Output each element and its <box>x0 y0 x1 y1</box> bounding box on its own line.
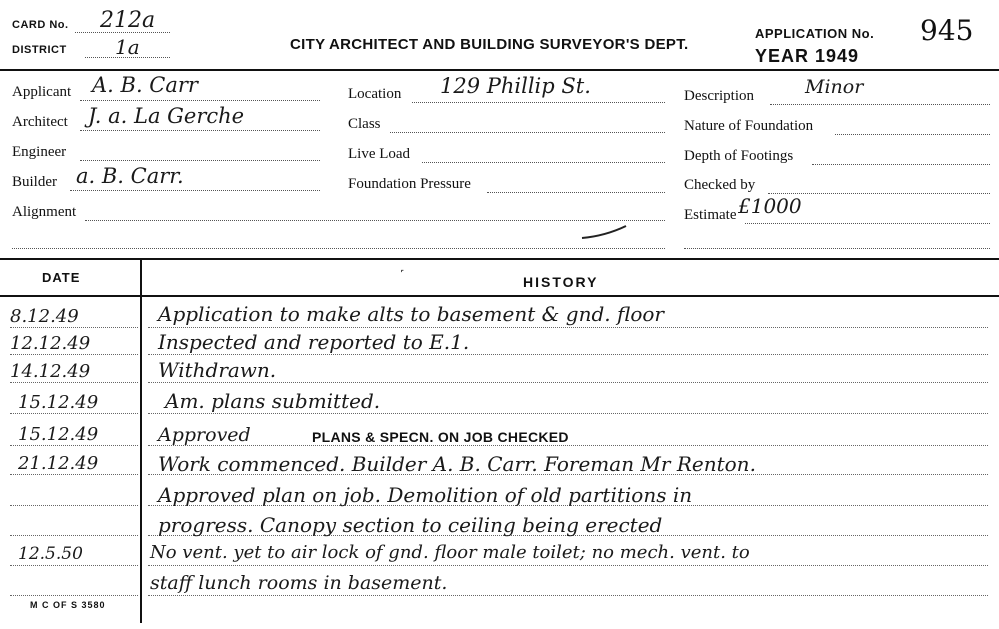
applicant-line <box>80 100 320 101</box>
architect-line <box>80 130 320 131</box>
history-rule <box>148 445 988 446</box>
card-no-label: CARD No. <box>12 19 69 31</box>
nature-of-foundation-line <box>835 134 990 135</box>
table-row-history: Approved plan on job. Demolition of old partitions in <box>158 483 693 507</box>
estimate-value: £1000 <box>738 194 802 218</box>
table-row-history: Am. plans submitted. <box>165 389 381 413</box>
description-line <box>770 104 990 105</box>
foundation-pressure-label: Foundation Pressure <box>348 176 471 192</box>
builder-line <box>70 190 320 191</box>
applicant-value: A. B. Carr <box>92 73 198 97</box>
district-label: DISTRICT <box>12 44 67 56</box>
table-row-history: Inspected and reported to E.1. <box>158 330 470 354</box>
architect-label: Architect <box>12 114 68 130</box>
date-rule <box>10 354 138 355</box>
table-row-date: 21.12.49 <box>18 453 99 474</box>
table-row-date: 12.5.50 <box>18 544 83 564</box>
estimate-line <box>745 223 990 224</box>
date-rule <box>10 327 138 328</box>
history-rule <box>148 595 988 596</box>
table-column-divider <box>140 258 142 623</box>
table-row-history: Application to make alts to basement & gnd. floor <box>158 302 664 326</box>
year-label: YEAR 1949 <box>755 46 860 66</box>
table-row-history: staff lunch rooms in basement. <box>150 572 448 594</box>
history-column-header: HISTORY <box>523 274 599 290</box>
table-row-date: 8.12.49 <box>10 306 79 327</box>
table-top-rule <box>0 258 999 260</box>
depth-of-footings-line <box>812 164 990 165</box>
alignment-line-2 <box>12 248 665 249</box>
application-label: APPLICATION No. <box>755 26 875 41</box>
date-rule <box>10 565 138 566</box>
pen-stroke-mark <box>580 222 630 242</box>
builder-value: a. B. Carr. <box>76 164 184 188</box>
history-rule <box>148 565 988 566</box>
approval-stamp: PLANS & SPECN. ON JOB CHECKED <box>312 429 569 445</box>
live-load-line <box>422 162 665 163</box>
date-rule <box>10 535 138 536</box>
description-label: Description <box>684 88 754 104</box>
date-rule <box>10 505 138 506</box>
table-row-history: No vent. yet to air lock of gnd. floor male toilet; no mech. vent. to <box>150 542 750 563</box>
estimate-label: Estimate <box>684 207 737 223</box>
table-row-date: 12.12.49 <box>10 333 91 354</box>
date-rule <box>10 445 138 446</box>
history-rule <box>148 354 988 355</box>
date-rule <box>10 474 138 475</box>
table-header-rule <box>0 295 999 297</box>
card-no-value: 212a <box>100 8 156 33</box>
table-row-date: 15.12.49 <box>18 392 99 413</box>
date-rule <box>10 413 138 414</box>
location-label: Location <box>348 86 402 102</box>
history-rule <box>148 413 988 414</box>
alignment-label: Alignment <box>12 204 77 220</box>
header-rule <box>0 69 999 71</box>
class-label: Class <box>348 116 381 132</box>
builder-label: Builder <box>12 174 57 190</box>
location-value: 129 Phillip St. <box>440 74 591 98</box>
engineer-label: Engineer <box>12 144 67 160</box>
history-rule <box>148 327 988 328</box>
live-load-label: Live Load <box>348 146 411 162</box>
dept-title: CITY ARCHITECT AND BUILDING SURVEYOR'S DEPT. <box>290 36 689 53</box>
table-row-history: Work commenced. Builder A. B. Carr. Foreman Mr Renton. <box>158 452 756 476</box>
nature-of-foundation-label: Nature of Foundation <box>684 118 814 134</box>
applicant-label: Applicant <box>12 84 72 100</box>
class-line <box>390 132 665 133</box>
table-row-history: Withdrawn. <box>158 358 277 382</box>
history-rule <box>148 382 988 383</box>
table-row-history: progress. Canopy section to ceiling being erected <box>158 513 663 537</box>
description-value: Minor <box>805 76 864 98</box>
foundation-pressure-line <box>487 192 665 193</box>
form-code: M C OF S 3580 <box>30 600 106 610</box>
checked-by-label: Checked by <box>684 177 756 193</box>
date-column-header: DATE <box>42 270 81 285</box>
alignment-line <box>85 220 665 221</box>
tick-mark: ˹ <box>400 268 405 283</box>
right-extra-line <box>684 248 990 249</box>
depth-of-footings-label: Depth of Footings <box>684 148 794 164</box>
application-number: 945 <box>920 14 974 47</box>
date-rule <box>10 382 138 383</box>
date-rule <box>10 595 138 596</box>
table-row-date: 15.12.49 <box>18 424 99 445</box>
district-value: 1a <box>115 35 140 59</box>
table-row-history: Approved <box>158 424 251 446</box>
location-line <box>412 102 665 103</box>
engineer-line <box>80 160 320 161</box>
table-row-date: 14.12.49 <box>10 361 91 382</box>
architect-value: J. a. La Gerche <box>88 104 245 128</box>
